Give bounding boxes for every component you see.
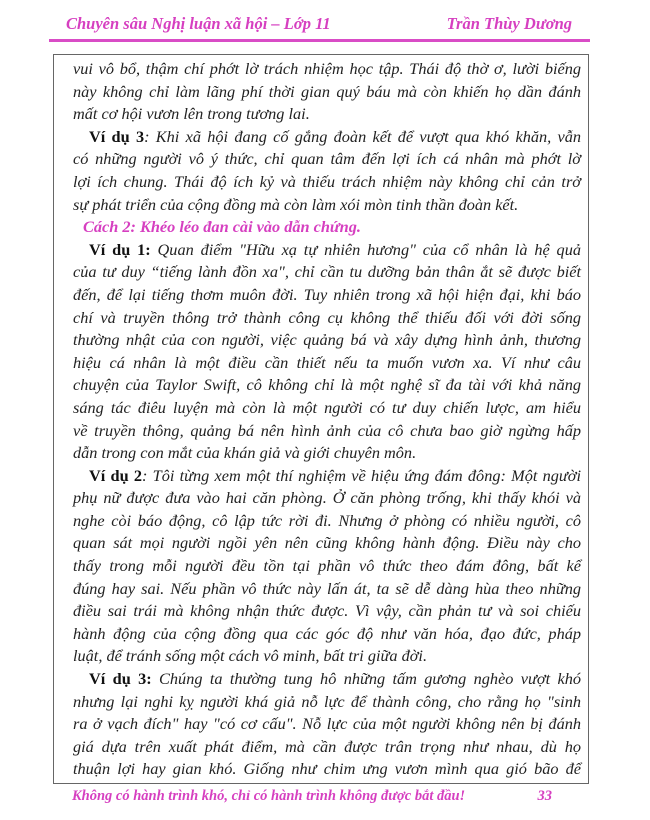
text-line (73, 487, 581, 510)
text-line (73, 532, 581, 555)
text-line (73, 713, 581, 736)
example-label: Ví dụ 3: (89, 669, 152, 689)
text-line (73, 623, 581, 646)
text-line (73, 103, 581, 126)
book-title: Chuyên sâu Nghị luận xã hội – Lớp 11 (66, 14, 331, 33)
line-text: chí và truyền thông trở thành công cụ không thể thiếu đối với đời sống (73, 307, 581, 327)
line-text: dẫn trong con mắt của khán giả và giới chuyên môn. (73, 443, 417, 463)
line-text: hành động của cộng đồng qua các góc độ như văn hóa, đạo đức, pháp (73, 623, 581, 643)
line-text: có những người vô ý thức, chỉ quan tâm đến lợi ích cá nhân mà phớt lờ (73, 149, 581, 169)
header-divider (49, 39, 590, 42)
line-text: sự phát triển của cộng đồng mà còn làm xói mòn tinh thần đoàn kết. (73, 194, 519, 214)
line-text: đúng hay sai. Nếu phần vô thức này lấn át, ta sẽ dễ dàng hùa theo những (73, 578, 581, 598)
line-text: sáng tác điêu luyện mà còn là một người có tư duy chiến lược, am hiểu (73, 397, 581, 417)
text-line (73, 420, 581, 443)
line-text: điều sai trái mà không nhận thức được. Vì vậy, cần phản tư và soi chiếu (73, 601, 581, 621)
example-label: Ví dụ 1: (89, 239, 151, 259)
page-header (66, 14, 572, 38)
author-name: Trần Thùy Dương (446, 14, 572, 33)
line-text: : Tôi từng xem một thí nghiệm về hiệu ứng đám đông: Một người (142, 465, 581, 485)
text-line (73, 58, 581, 81)
line-text: thấy trong mỗi người đều tồn tại phần vô thức theo đám đông, bất kể (73, 556, 581, 576)
text-line (73, 307, 581, 330)
line-text: luật, để tránh sống một cách vô minh, bất tri giữa đời. (73, 646, 428, 666)
text-line (73, 442, 581, 465)
footer-motto: Không có hành trình khó, chỉ có hành trình không được bắt đầu! (72, 788, 466, 804)
page-footer (72, 788, 552, 805)
line-text: lợi ích chung. Thái độ ích kỷ và thiếu trách nhiệm này không chỉ cản trở (73, 171, 581, 191)
line-text: quan sát mọi người ngồi yên nên cũng không hành động. Điều này cho (73, 533, 581, 553)
text-line (73, 645, 581, 668)
line-text: của tư duy “tiếng lành đồn xa", chỉ cần tu dưỡng bản thân ắt sẽ được biết (73, 262, 581, 282)
line-text: nghe còi báo động, cô lập tức rời đi. Nhưng ở phòng có nhiều người, cô (73, 510, 581, 530)
text-line (73, 194, 581, 217)
text-line (73, 352, 581, 375)
text-line (73, 329, 581, 352)
line-text: ra ở vạch đích" hay "có cơ cấu". Nỗ lực của một người không nên bị đánh (73, 714, 581, 734)
text-line (73, 261, 581, 284)
line-text: phụ nữ được đưa vào hai căn phòng. Ở căn phòng trống, khi thấy khói và (73, 488, 581, 508)
text-line (73, 736, 581, 759)
line-text: : Khi xã hội đang cố gắng đoàn kết để vượt qua khó khăn, vẫn (144, 126, 581, 146)
line-text: chuyện của Taylor Swift, cô không chỉ là một nghệ sĩ đa tài với khả năng (73, 375, 581, 395)
line-text: này không chỉ làm lãng phí thời gian quý báu mà còn khiến họ dần đánh (73, 81, 581, 101)
text-line (73, 397, 581, 420)
line-text: Cách 2: Khéo léo đan cài vào dẫn chứng. (83, 217, 361, 237)
line-text: hiệu cá nhân là một điều cần thiết nếu ta muốn vươn xa. Ví như câu (73, 352, 581, 372)
text-line (73, 691, 581, 714)
body-text (73, 58, 581, 781)
line-text: đến, để lại tiếng thơm muôn đời. Tuy nhiên trong xã hội hiện đại, khi báo (73, 284, 581, 304)
line-text: nhưng lại nghi kỵ người khá giả nỗ lực để thành công, cho rằng họ "sinh (73, 691, 581, 711)
line-text: Chúng ta thường tung hô những tấm gương nghèo vượt khó (151, 669, 581, 689)
text-line (73, 465, 581, 488)
example-label: Ví dụ 3 (89, 126, 145, 146)
line-text: thường nhật của con người, việc quảng bá và xây dựng hình ảnh, thương (73, 330, 581, 350)
page-number: 33 (537, 788, 552, 804)
example-label: Ví dụ 2 (89, 465, 143, 485)
line-text: thuận lợi hay gian khó. Giống như chim ưng vươn mình qua gió bão để (73, 759, 581, 779)
text-line (73, 171, 581, 194)
text-line (73, 284, 581, 307)
text-line (73, 374, 581, 397)
text-line (73, 578, 581, 601)
text-line (73, 600, 581, 623)
text-line (73, 758, 581, 781)
section-heading (73, 216, 581, 239)
text-line (73, 668, 581, 691)
line-text: về truyền thông, quảng bá nên hình ảnh của cô chưa bao giờ ngừng hấp (73, 420, 581, 440)
text-line (73, 510, 581, 533)
text-line (73, 81, 581, 104)
line-text: mất cơ hội vươn lên trong tương lai. (73, 104, 310, 124)
line-text: vui vô bổ, thậm chí phớt lờ trách nhiệm học tập. Thái độ thờ ơ, lười biếng (73, 59, 581, 78)
text-line (73, 126, 581, 149)
text-line (73, 555, 581, 578)
line-text: Quan điểm "Hữu xạ tự nhiên hương" của cổ nhân là hệ quả (150, 239, 581, 259)
text-line (73, 239, 581, 262)
text-line (73, 148, 581, 171)
line-text: giá dựa trên xuất phát điểm, mà cần được trân trọng như nhau, dù họ (73, 736, 581, 756)
